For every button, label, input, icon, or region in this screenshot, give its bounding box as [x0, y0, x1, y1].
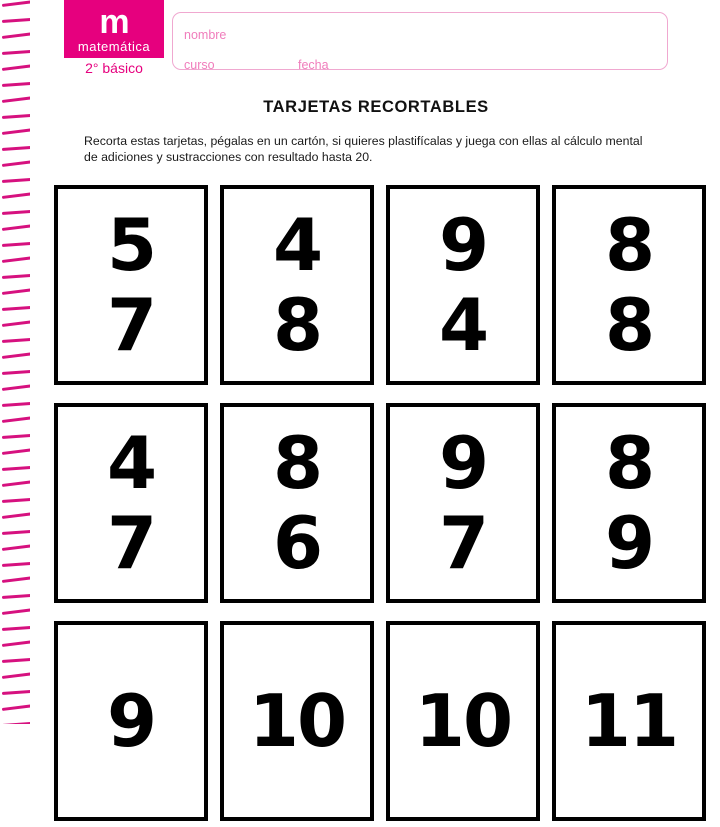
card-number-top: 9	[438, 203, 488, 287]
spiral-ring	[2, 210, 32, 215]
spiral-ring	[2, 640, 32, 647]
spiral-ring	[2, 224, 32, 231]
number-card	[552, 403, 706, 603]
page-title: TARJETAS RECORTABLES	[263, 98, 489, 116]
spiral-ring	[2, 480, 32, 487]
spiral-ring	[2, 576, 32, 583]
spiral-ring	[2, 114, 32, 119]
card-number-top: 9	[438, 421, 488, 505]
spiral-ring	[2, 256, 32, 263]
logo-letter: m	[99, 3, 129, 41]
spiral-ring	[2, 448, 32, 455]
card-number-top: 4	[272, 203, 322, 287]
spiral-ring	[2, 338, 32, 343]
spiral-ring	[2, 128, 32, 135]
card-number-bottom: 6	[272, 501, 322, 585]
spiral-ring	[2, 160, 32, 167]
label-fecha: fecha	[298, 58, 329, 72]
instructions-text: Recorta estas tarjetas, pégalas en un cartón, si quieres plastifícalas y juega con ellas al cálculo mental de adiciones y sustracciones con resultado hasta 20.	[84, 134, 643, 164]
card-number-bottom: 9	[604, 501, 654, 585]
spiral-ring	[2, 64, 32, 71]
number-card	[54, 403, 208, 603]
number-card	[552, 621, 706, 821]
card-number-top: 10	[248, 679, 346, 763]
spiral-ring	[2, 274, 32, 279]
spiral-ring	[2, 50, 32, 55]
card-number-bottom: 8	[604, 283, 654, 367]
card-number-top: 8	[272, 421, 322, 505]
spiral-ring	[2, 434, 32, 439]
spiral-ring	[2, 32, 32, 39]
spiral-ring	[2, 672, 32, 679]
spiral-ring	[2, 178, 32, 183]
card-number-bottom: 7	[106, 501, 156, 585]
spiral-ring	[2, 704, 32, 711]
spiral-ring	[2, 512, 32, 519]
worksheet-header	[32, 0, 720, 86]
spiral-ring	[2, 562, 32, 567]
card-number-top: 8	[604, 421, 654, 505]
matematica-logo	[64, 0, 164, 58]
spiral-ring	[2, 402, 32, 407]
spiral-ring	[2, 320, 32, 327]
spiral-ring	[2, 530, 32, 535]
spiral-ring	[2, 242, 32, 247]
number-card	[220, 403, 374, 603]
card-number-top: 10	[414, 679, 512, 763]
number-card	[54, 185, 208, 385]
spiral-ring	[2, 370, 32, 375]
number-card	[220, 185, 374, 385]
student-info-box	[172, 12, 668, 70]
spiral-ring	[2, 626, 32, 631]
card-number-top: 11	[580, 679, 678, 763]
label-curso: curso	[184, 58, 215, 72]
spiral-ring	[2, 146, 32, 151]
spiral-ring	[2, 0, 32, 7]
number-card	[386, 403, 540, 603]
number-card	[220, 621, 374, 821]
number-card	[386, 185, 540, 385]
number-card	[54, 621, 208, 821]
number-card	[552, 185, 706, 385]
worksheet-page	[32, 0, 720, 763]
logo-level: 2° básico	[85, 60, 143, 76]
spiral-ring	[2, 306, 32, 311]
card-number-bottom: 4	[438, 283, 488, 367]
logo-word: matemática	[77, 39, 151, 54]
card-number-top: 5	[106, 203, 156, 287]
spiral-ring	[2, 416, 32, 423]
spiral-ring	[2, 498, 32, 503]
card-number-bottom: 7	[438, 501, 488, 585]
spiral-ring	[2, 82, 32, 87]
spiral-binding	[0, 0, 34, 724]
spiral-ring	[2, 352, 32, 359]
card-number-top: 4	[106, 421, 156, 505]
spiral-ring	[2, 384, 32, 391]
card-number-top: 9	[106, 679, 156, 763]
spiral-ring	[2, 594, 32, 599]
card-number-bottom: 8	[272, 283, 322, 367]
card-number-top: 8	[604, 203, 654, 287]
number-card	[386, 621, 540, 821]
cards-grid	[54, 185, 720, 827]
spiral-ring	[2, 96, 32, 103]
spiral-ring	[2, 18, 32, 23]
spiral-ring	[2, 288, 32, 295]
spiral-ring	[2, 544, 32, 551]
label-nombre: nombre	[184, 28, 227, 42]
card-number-bottom: 7	[106, 283, 156, 367]
spiral-ring	[2, 690, 32, 695]
spiral-ring	[2, 608, 32, 615]
spiral-ring	[2, 466, 32, 471]
spiral-ring	[2, 658, 32, 663]
spiral-ring	[2, 192, 32, 199]
